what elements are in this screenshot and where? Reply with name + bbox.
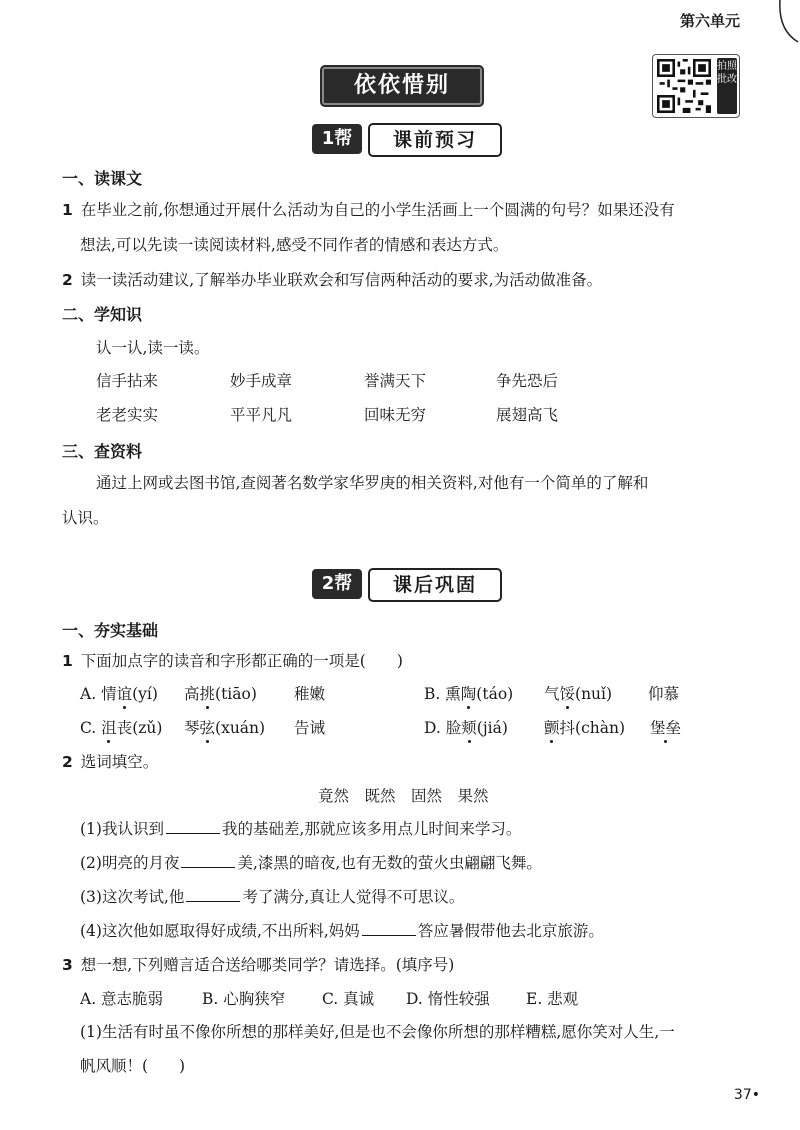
preview-question-1 [62, 199, 752, 221]
part1-badge: 1帮 [312, 124, 362, 154]
question-text: 选词填空。 [80, 753, 159, 771]
qr-code-icon[interactable] [657, 59, 711, 113]
fill-suffix: 我的基础差,那就应该多用点儿时间来学习。 [221, 820, 522, 838]
option-d-word3 [650, 717, 681, 739]
question-text: 想一想,下列赠言适合送给哪类同学？请选择。(填序号) [80, 956, 455, 974]
qr-side-label: 拍照批改 [717, 58, 737, 114]
option-char: 抖 [559, 719, 576, 737]
pinyin: (tiāo) [215, 685, 257, 703]
choice-option: D. 惰性较强 [406, 990, 490, 1008]
option-letter: A. [80, 685, 97, 703]
option-d-word2 [544, 717, 625, 739]
fill-prefix: (1)我认识到 [80, 820, 164, 838]
section-research-title: 三、查资料 [62, 442, 143, 461]
option-char: 气 [544, 685, 560, 703]
pinyin: (chàn) [575, 719, 626, 737]
option-d [424, 717, 508, 739]
choice-option: E. 悲观 [526, 990, 579, 1008]
question-text: 读一读活动建议,了解举办毕业联欢会和写信两种活动的要求,为活动做准备。 [80, 271, 603, 289]
option-char: 琴 [184, 719, 200, 737]
dotted-char: 沮 [101, 719, 117, 737]
part1-label: 课前预习 [368, 123, 502, 157]
dotted-char: 陶 [460, 685, 477, 703]
pinyin: (táo) [476, 685, 514, 703]
question-number: 1 [62, 652, 73, 670]
q3-item-1: (1)生活有时虽不像你所想的那样美好,但是也不会像你所想的那样糟糕,愿你笑对人生,一 [80, 1023, 675, 1041]
lesson-title: 依依惜别 [322, 67, 482, 105]
section-basics-title: 一、夯实基础 [62, 621, 159, 640]
dotted-char: 颤 [544, 719, 560, 737]
option-char: 脸 [445, 719, 462, 737]
answer-blank[interactable] [181, 853, 235, 868]
choice-option: B. 心胸狭窄 [202, 990, 286, 1008]
option-char: 高 [184, 685, 200, 703]
question-number: 1 [62, 201, 73, 219]
word-item: 信手拈来 [96, 372, 159, 390]
answer-blank[interactable] [362, 921, 416, 936]
preview-question-2 [62, 269, 752, 291]
answer-blank[interactable] [166, 819, 220, 834]
fill-suffix: 美,漆黑的暗夜,也有无数的萤火虫翩翩飞舞。 [237, 854, 542, 872]
fill-item-3 [80, 886, 464, 908]
fill-item-1 [80, 818, 521, 840]
learn-intro: 认一认,读一读。 [96, 339, 210, 357]
option-char: 熏 [445, 685, 461, 703]
dotted-char: 谊 [116, 685, 133, 703]
basics-question-1 [62, 650, 752, 672]
option-b [424, 683, 513, 705]
fill-prefix: (4)这次他如愿取得好成绩,不出所料,妈妈 [80, 922, 360, 940]
answer-blank[interactable] [186, 887, 240, 902]
option-c-word2 [184, 717, 265, 739]
option-c [80, 717, 162, 739]
basics-question-3 [62, 954, 752, 976]
word-item: 争先恐后 [496, 372, 559, 390]
dotted-char: 弦 [199, 719, 216, 737]
word-item: 誉满天下 [364, 372, 427, 390]
question-text: 下面加点字的读音和字形都正确的一项是( ) [80, 652, 403, 670]
option-a [80, 683, 158, 705]
dotted-char: 馁 [559, 685, 576, 703]
option-b-word3: 仰慕 [648, 685, 680, 703]
option-letter: C. [80, 719, 97, 737]
pinyin: (xuán) [215, 719, 266, 737]
fill-prefix: (3)这次考试,他 [80, 888, 185, 906]
word-item: 回味无穷 [364, 406, 427, 424]
dotted-char: 颊 [461, 719, 477, 737]
option-a-word2 [184, 683, 257, 705]
section-learn-title: 二、学知识 [62, 305, 143, 324]
part2-label: 课后巩固 [368, 568, 502, 602]
option-c-word3: 告诫 [294, 719, 326, 737]
option-char: 情 [101, 685, 117, 703]
research-text: 通过上网或去图书馆,查阅著名数学家华罗庚的相关资料,对他有一个简单的了解和 [96, 474, 649, 492]
pinyin: (zǔ) [132, 719, 163, 737]
word-item: 展翅高飞 [496, 406, 559, 424]
pinyin: (jiá) [476, 719, 508, 737]
q3-item-1-cont: 帆风顺！( ) [80, 1057, 186, 1075]
preview-question-1-cont: 想法,可以先读一读阅读材料,感受不同作者的情感和表达方式。 [80, 236, 509, 254]
option-char: 丧 [116, 719, 133, 737]
basics-question-2 [62, 751, 158, 773]
question-number: 2 [62, 753, 73, 771]
choice-option: C. 真诚 [322, 990, 375, 1008]
word-item: 妙手成章 [230, 372, 293, 390]
pinyin: (yí) [132, 685, 158, 703]
option-a-word3: 稚嫩 [294, 685, 326, 703]
unit-label: 第六单元 [679, 12, 740, 30]
dotted-word: 堡垒 [650, 719, 682, 737]
word-item: 老老实实 [96, 406, 159, 424]
page-number: 37• [733, 1087, 760, 1103]
section-read-text-title: 一、读课文 [62, 169, 143, 188]
option-letter: B. [424, 685, 441, 703]
fill-suffix: 考了满分,真让人觉得不可思议。 [242, 888, 465, 906]
word-bank: 竟然 既然 固然 果然 [318, 787, 489, 805]
pinyin: (nuǐ) [575, 685, 613, 703]
question-text: 在毕业之前,你想通过开展什么活动为自己的小学生活画上一个圆满的句号？如果还没有 [80, 201, 675, 219]
qr-code-panel[interactable] [652, 54, 740, 118]
question-number: 3 [62, 956, 73, 974]
fill-prefix: (2)明亮的月夜 [80, 854, 180, 872]
word-item: 平平凡凡 [230, 406, 293, 424]
fill-item-4 [80, 920, 604, 942]
fill-suffix: 答应暑假带他去北京旅游。 [417, 922, 604, 940]
dotted-char: 挑 [199, 685, 216, 703]
part2-badge: 2帮 [312, 569, 362, 599]
research-text-cont: 认识。 [62, 509, 109, 527]
option-letter: D. [424, 719, 441, 737]
fill-item-2 [80, 852, 542, 874]
choice-option: A. 意志脆弱 [80, 990, 164, 1008]
question-number: 2 [62, 271, 73, 289]
option-b-word2 [544, 683, 612, 705]
page-corner-decoration [740, 0, 800, 60]
